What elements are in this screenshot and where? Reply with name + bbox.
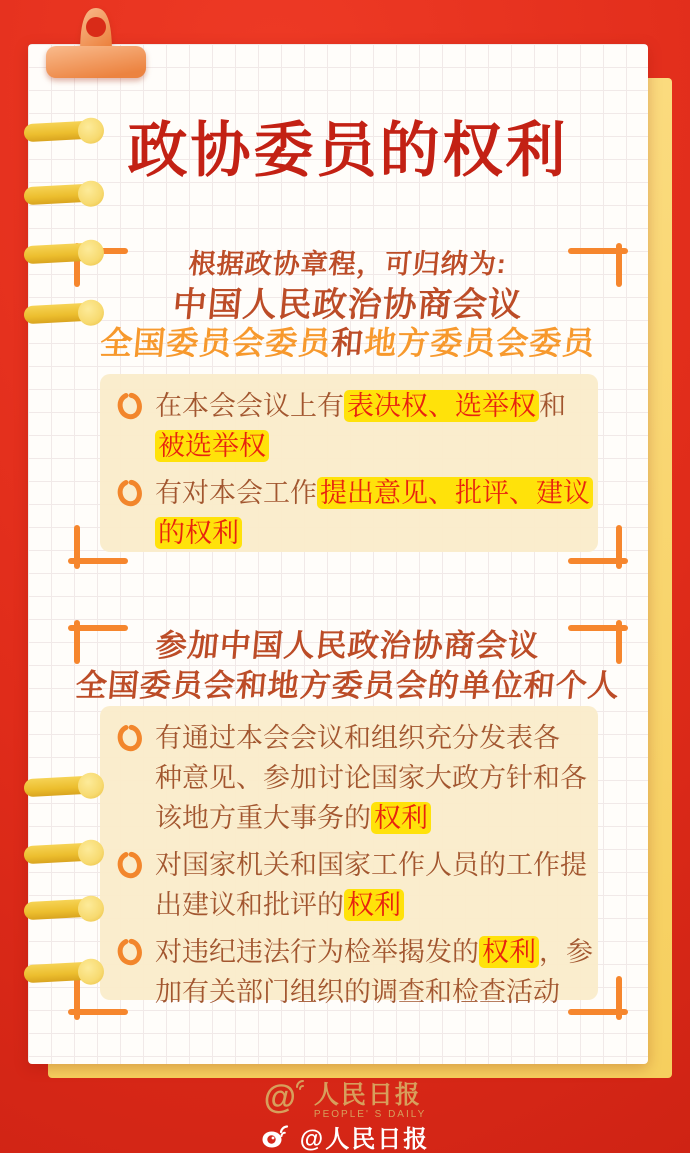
bullet-item: [116, 386, 592, 466]
logo-subtitle: PEOPLE' S DAILY: [313, 1109, 427, 1120]
body-text: 有对本会工作: [155, 478, 317, 508]
bullet-text: [155, 718, 587, 838]
page-title: 政协委员的权利: [127, 118, 569, 184]
corner-bracket-icon: [568, 243, 628, 291]
highlighted-right-text: 提出意见、批评、建议: [317, 477, 593, 509]
section1-intro-line1: 根据政协章程，可归纳为:: [187, 249, 509, 279]
notebook-page: [28, 44, 648, 1064]
highlighted-right-text: 权利: [371, 802, 431, 834]
body-text: 出建议和批评的: [155, 890, 344, 920]
body-text: 在本会会议上有: [155, 391, 344, 421]
rights-box-members: [100, 374, 598, 552]
section2-heading-line2: 全国委员会和地方委员会的单位和个人: [74, 668, 622, 703]
highlighted-right-text: 的权利: [155, 517, 242, 549]
subject-part1: 全国委员会委员: [98, 325, 333, 361]
binder-ring: [23, 839, 108, 869]
corner-bracket-icon: [568, 521, 628, 569]
binder-ring: [23, 180, 108, 210]
section1-intro-line2: 中国人民政治协商会议: [171, 286, 525, 324]
ring-bullet-icon: [116, 937, 142, 967]
corner-bracket-icon: [68, 521, 128, 569]
logo-name: 人民日报: [313, 1081, 422, 1109]
corner-bracket-icon: [568, 620, 628, 668]
bullet-text: [155, 845, 587, 925]
body-text: 有通过本会会议和组织充分发表各: [155, 723, 560, 753]
body-text: 加有关部门组织的调查和检查活动: [155, 977, 560, 1007]
body-text: 该地方重大事务的: [155, 803, 371, 833]
binder-ring: [23, 772, 108, 802]
section2-heading-line1: 参加中国人民政治协商会议: [154, 628, 542, 663]
body-text: ，参: [539, 937, 593, 967]
at-glyph: @: [263, 1078, 296, 1115]
subject-connector: 和: [329, 325, 366, 361]
highlighted-right-text: 权利: [479, 936, 539, 968]
subject-part2: 地方委员会委员: [362, 325, 597, 361]
ring-bullet-icon: [116, 478, 142, 508]
body-text: 种意见、参加讨论国家大政方针和各: [155, 763, 587, 793]
weibo-icon: [261, 1124, 291, 1150]
highlighted-right-text: 表决权、选举权: [344, 390, 539, 422]
binder-ring: [23, 117, 108, 147]
binder-ring: [23, 299, 108, 329]
highlighted-right-text: 权利: [344, 889, 404, 921]
clipboard-clip-icon: [44, 2, 148, 80]
bullet-text: [155, 932, 593, 1012]
section1-subject-line: [46, 318, 650, 364]
binder-ring: [23, 895, 108, 925]
weibo-handle: @人民日报: [299, 1126, 430, 1153]
ring-bullet-icon: [116, 850, 142, 880]
bullet-item: [116, 932, 592, 1012]
ring-bullet-icon: [116, 391, 142, 421]
ring-bullet-icon: [116, 723, 142, 753]
bullet-item: [116, 845, 592, 925]
highlighted-right-text: 被选举权: [155, 430, 269, 462]
bullet-item: [116, 473, 592, 553]
weibo-account-line: [0, 1119, 690, 1153]
peoples-daily-logo: [0, 1078, 690, 1120]
corner-bracket-icon: [568, 972, 628, 1020]
rights-box-organizations: [100, 706, 598, 1007]
bullet-item: [116, 718, 592, 838]
bullet-text: [155, 473, 593, 553]
body-text: 对违纪违法行为检举揭发的: [155, 937, 479, 967]
corner-bracket-icon: [68, 620, 128, 668]
binder-ring: [23, 958, 108, 988]
body-text: 对国家机关和国家工作人员的工作提: [155, 850, 587, 880]
binder-ring: [23, 239, 108, 269]
bullet-text: [155, 386, 566, 466]
signal-arcs-icon: [294, 1078, 308, 1092]
body-text: 和: [539, 391, 566, 421]
